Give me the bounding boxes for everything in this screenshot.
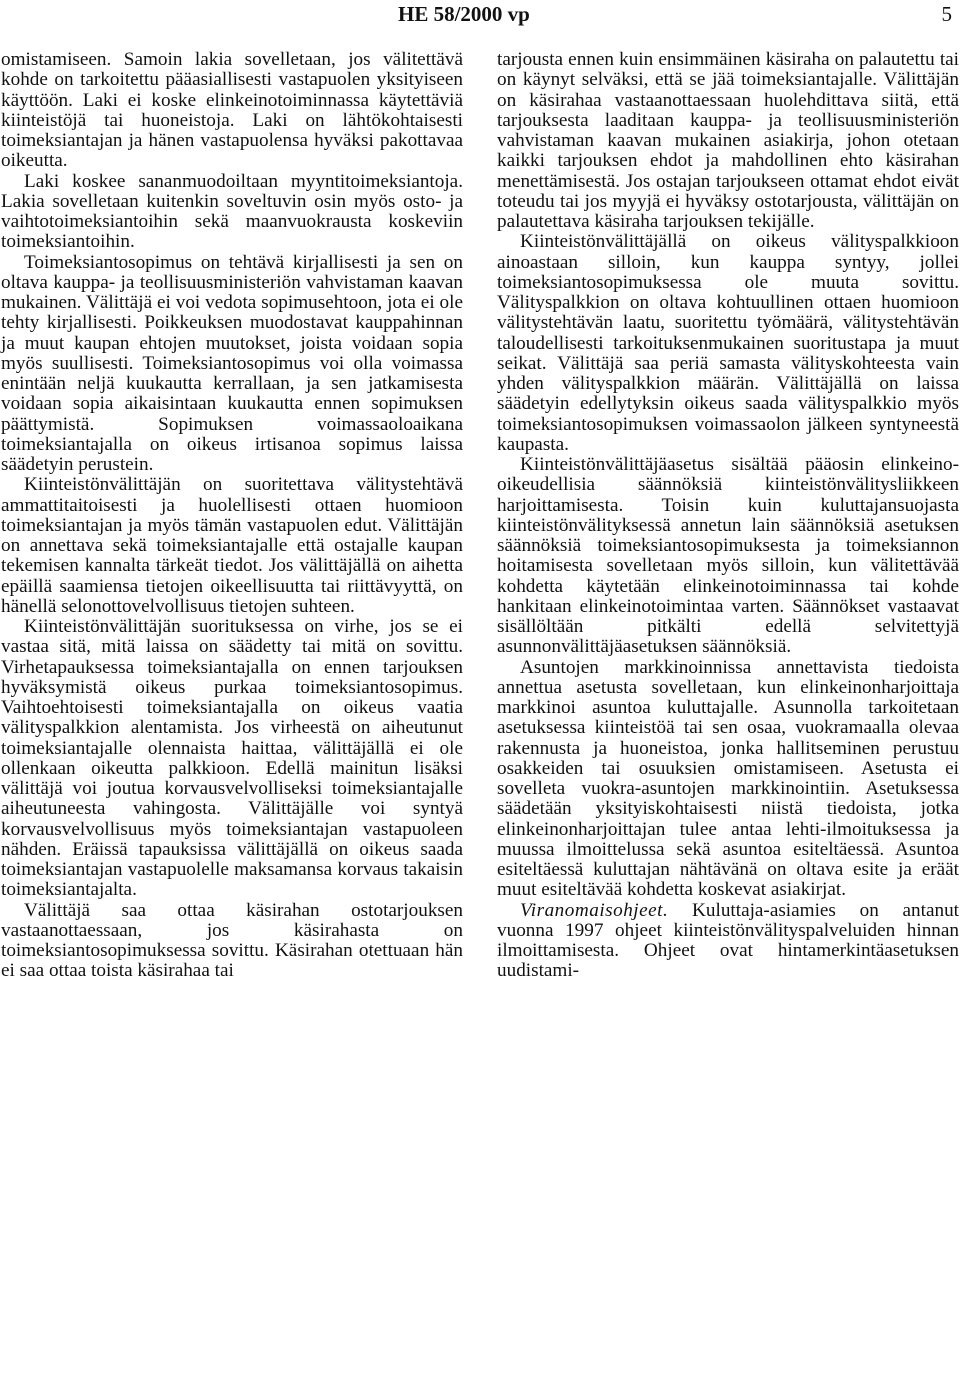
section-heading: Viranomaisohjeet.	[520, 899, 669, 921]
paragraph	[497, 901, 959, 982]
paragraph	[497, 455, 959, 658]
paragraph	[1, 901, 463, 982]
paragraph-text: Kiinteistönvälittäjän suorituksessa on virhe, jos se ei vastaa sitä, mitä laissa on säädetty tai mitä on sovittu. Virhetapauksessa toimeksiantajalla on ennen tarjouksen hyväksymistä oikeus purkaa toimeksiantosopimus. Vaihtoehtoisesti toimeksiantajalla on oikeus vaatia välityspalkkion alentamista. Jos virheestä on aiheutunut toimeksiantajalle olennaista haittaa, välittäjällä ei ole ollenkaan oikeutta palkkioon. Edellä mainitun lisäksi välittäjä voi joutua korvausvelvolliseksi toimeksiantajalle aiheutuneesta vahingosta. Välittäjälle voi syntyä korvausvelvollisuus myös toimeksiantajan vastapuoleen nähden. Eräissä tapauksissa välittäjällä on oikeus saada toimeksiantajan vastapuolelle maksamansa korvaus takaisin toimeksiantajalta.	[1, 616, 463, 901]
paragraph	[1, 617, 463, 901]
paragraph-text: Toimeksiantosopimus on tehtävä kirjallisesti ja sen on oltava kauppa- ja teollisuusministeriön vahvistaman kaavan mukainen. Välittäjä ei voi vedota sopimusehtoon, jota ei ole tehty kirjallisesti. Poikkeuksen muodostavat kauppahinnan ja muut kaupan ehtojen muutokset, joista voidaan sopia myös suullisesti. Toimeksiantosopimus voi olla voimassa enintään neljä kuukautta kerrallaan, ja sen jatkamisesta voidaan sopia aikaisintaan kuukautta ennen sopimuksen päättymistä. Sopimuksen voimassaoloaikana toimeksiantajalla on oikeus irtisanoa sopimus laissa säädetyin perustein.	[1, 251, 463, 475]
left-column	[1, 50, 463, 982]
paragraph-text: Kiinteistönvälittäjäasetus sisältää pääosin elinkeino-oikeudellisia säännöksiä kiinteistönvälitysliikkeen harjoittamisesta. Toisin kuin kuluttajansuojasta kiinteistönvälityksessä annetun lain säännöksiä asetuksen säännöksiä toimeksiantosopimuksesta ja toimeksiannon hoitamisesta sovelletaan myös silloin, kun välitettävää kohdetta käytetään elinkeinotoiminnassa tai kohde hankitaan elinkeinotoimintaa varten. Säännökset vastaavat sisällöltään pitkälti edellä selvitettyjä asunnonvälittäjäasetuksen säännöksiä.	[497, 454, 959, 658]
paragraph-text: Kiinteistönvälittäjän on suoritettava välitystehtävä ammattitaitoisesti ja huolellisesti ottaen huomioon toimeksiantajan ja myös tämän vastapuolen edut. Välittäjän on annettava sekä toimeksiantajalle että ostajalle kaupan tekemisen kannalta tärkeät tiedot. Jos välittäjällä on aihetta epäillä saamiensa tietojen oikeellisuutta tai riittävyyttä, on hänellä selonottovelvollisuus tietojen suhteen.	[1, 474, 463, 617]
paragraph-text: Laki koskee sananmuodoiltaan myyntitoimeksiantoja. Lakia sovelletaan kuitenkin soveltuvin osin myös osto- ja vaihtotoimeksiantoihin sekä maanvuokrausta koskeviin toimeksiantoihin.	[1, 170, 463, 253]
paragraph-text: Kuluttaja-asiamies on antanut vuonna 1997 ohjeet kiinteistönvälityspalveluiden hinnan ilmoittamisesta. Ohjeet ovat hintamerkintäasetuksen uudistami-	[497, 899, 959, 982]
paragraph-text: Kiinteistönvälittäjällä on oikeus välityspalkkioon ainoastaan silloin, kun kauppa syntyy, jollei toimeksiantosopimuksessa ole muuta sovittu. Välityspalkkion on oltava kohtuullinen ottaen huomioon välitystehtävän laatu, suoritettu työmäärä, välitystehtävän taloudellisesti tarkoituksenmukainen suoritustapa ja muut seikat. Välittäjä saa periä samasta välityskohteesta vain yhden välityspalkkion määrän. Välittäjällä on laissa säädetyin edellytyksin oikeus saada välityspalkkio myös toimeksiantosopimuksen voimassaolon jälkeen syntyneestä kaupasta.	[497, 231, 959, 455]
paragraph	[497, 658, 959, 901]
paragraph-text: tarjousta ennen kuin ensimmäinen käsiraha on palautettu tai on käynyt selväksi, että se jää toimeksiantajalle. Välittäjän on käsirahaa vastaanottaessaan huolehdittava siitä, että tarjouksesta laaditaan kauppa- ja teollisuusministeriön vahvistaman kaavan mukainen asiakirja, johon otetaan kaikki tarjouksen ehdot ja mahdollinen ehto käsirahan menettämisestä. Jos ostajan tarjoukseen ottamat ehdot eivät toteudu tai jos myyjä ei hyväksy ostotarjousta, välittäjän on palautettava käsiraha tarjouksen tekijälle.	[497, 49, 959, 232]
paragraph	[1, 50, 463, 172]
document-id: HE 58/2000 vp	[398, 2, 530, 26]
paragraph-text: Asuntojen markkinoinnissa annettavista tiedoista annettua asetusta sovelletaan, kun elinkeinonharjoittaja markkinoi asuntoa kuluttajalle. Asunnolla tarkoitetaan asetuksessa kiinteistöä tai sen osaa, vuokramaalla olevaa rakennusta ja huoneistoa, jonka hallitseminen perustuu osakkeiden tai osuuksien omistamiseen. Asetusta ei sovelleta vuokra-asuntojen markkinointiin. Asetuksessa säädetään yksityiskohtaisesti niistä tiedoista, jotka elinkeinonharjoittajan tulee antaa lehti-ilmoituksessa ja muussa ilmoittelussa sekä asuntoa esiteltäessä. Asuntoa esiteltäessä kuluttajan nähtävänä on oltava esite ja eräät muut esiteltävää kohdetta koskevat asiakirjat.	[497, 656, 959, 901]
paragraph	[1, 253, 463, 476]
paragraph	[497, 232, 959, 455]
paragraph-text: omistamiseen. Samoin lakia sovelletaan, jos välitettävä kohde on tarkoitettu pääasiallisesti vastapuolen yksityiseen käyttöön. Laki ei koske elinkeinotoiminnassa käytettäviä kiinteistöjä tai huoneistoja. Laki on lähtökohtaisesti toimeksiantajan ja hänen vastapuolensa hyväksi pakottavaa oikeutta.	[1, 49, 463, 172]
paragraph-text: Välittäjä saa ottaa käsirahan ostotarjouksen vastaanottaessaan, jos käsirahasta on toimeksiantosopimuksessa sovittu. Käsirahan otettuaan hän ei saa ottaa toista käsirahaa tai	[1, 899, 463, 982]
page-header	[0, 0, 960, 30]
paragraph	[497, 50, 959, 232]
paragraph	[1, 475, 463, 617]
paragraph	[1, 172, 463, 253]
page-number: 5	[941, 2, 952, 26]
right-column	[497, 50, 959, 982]
